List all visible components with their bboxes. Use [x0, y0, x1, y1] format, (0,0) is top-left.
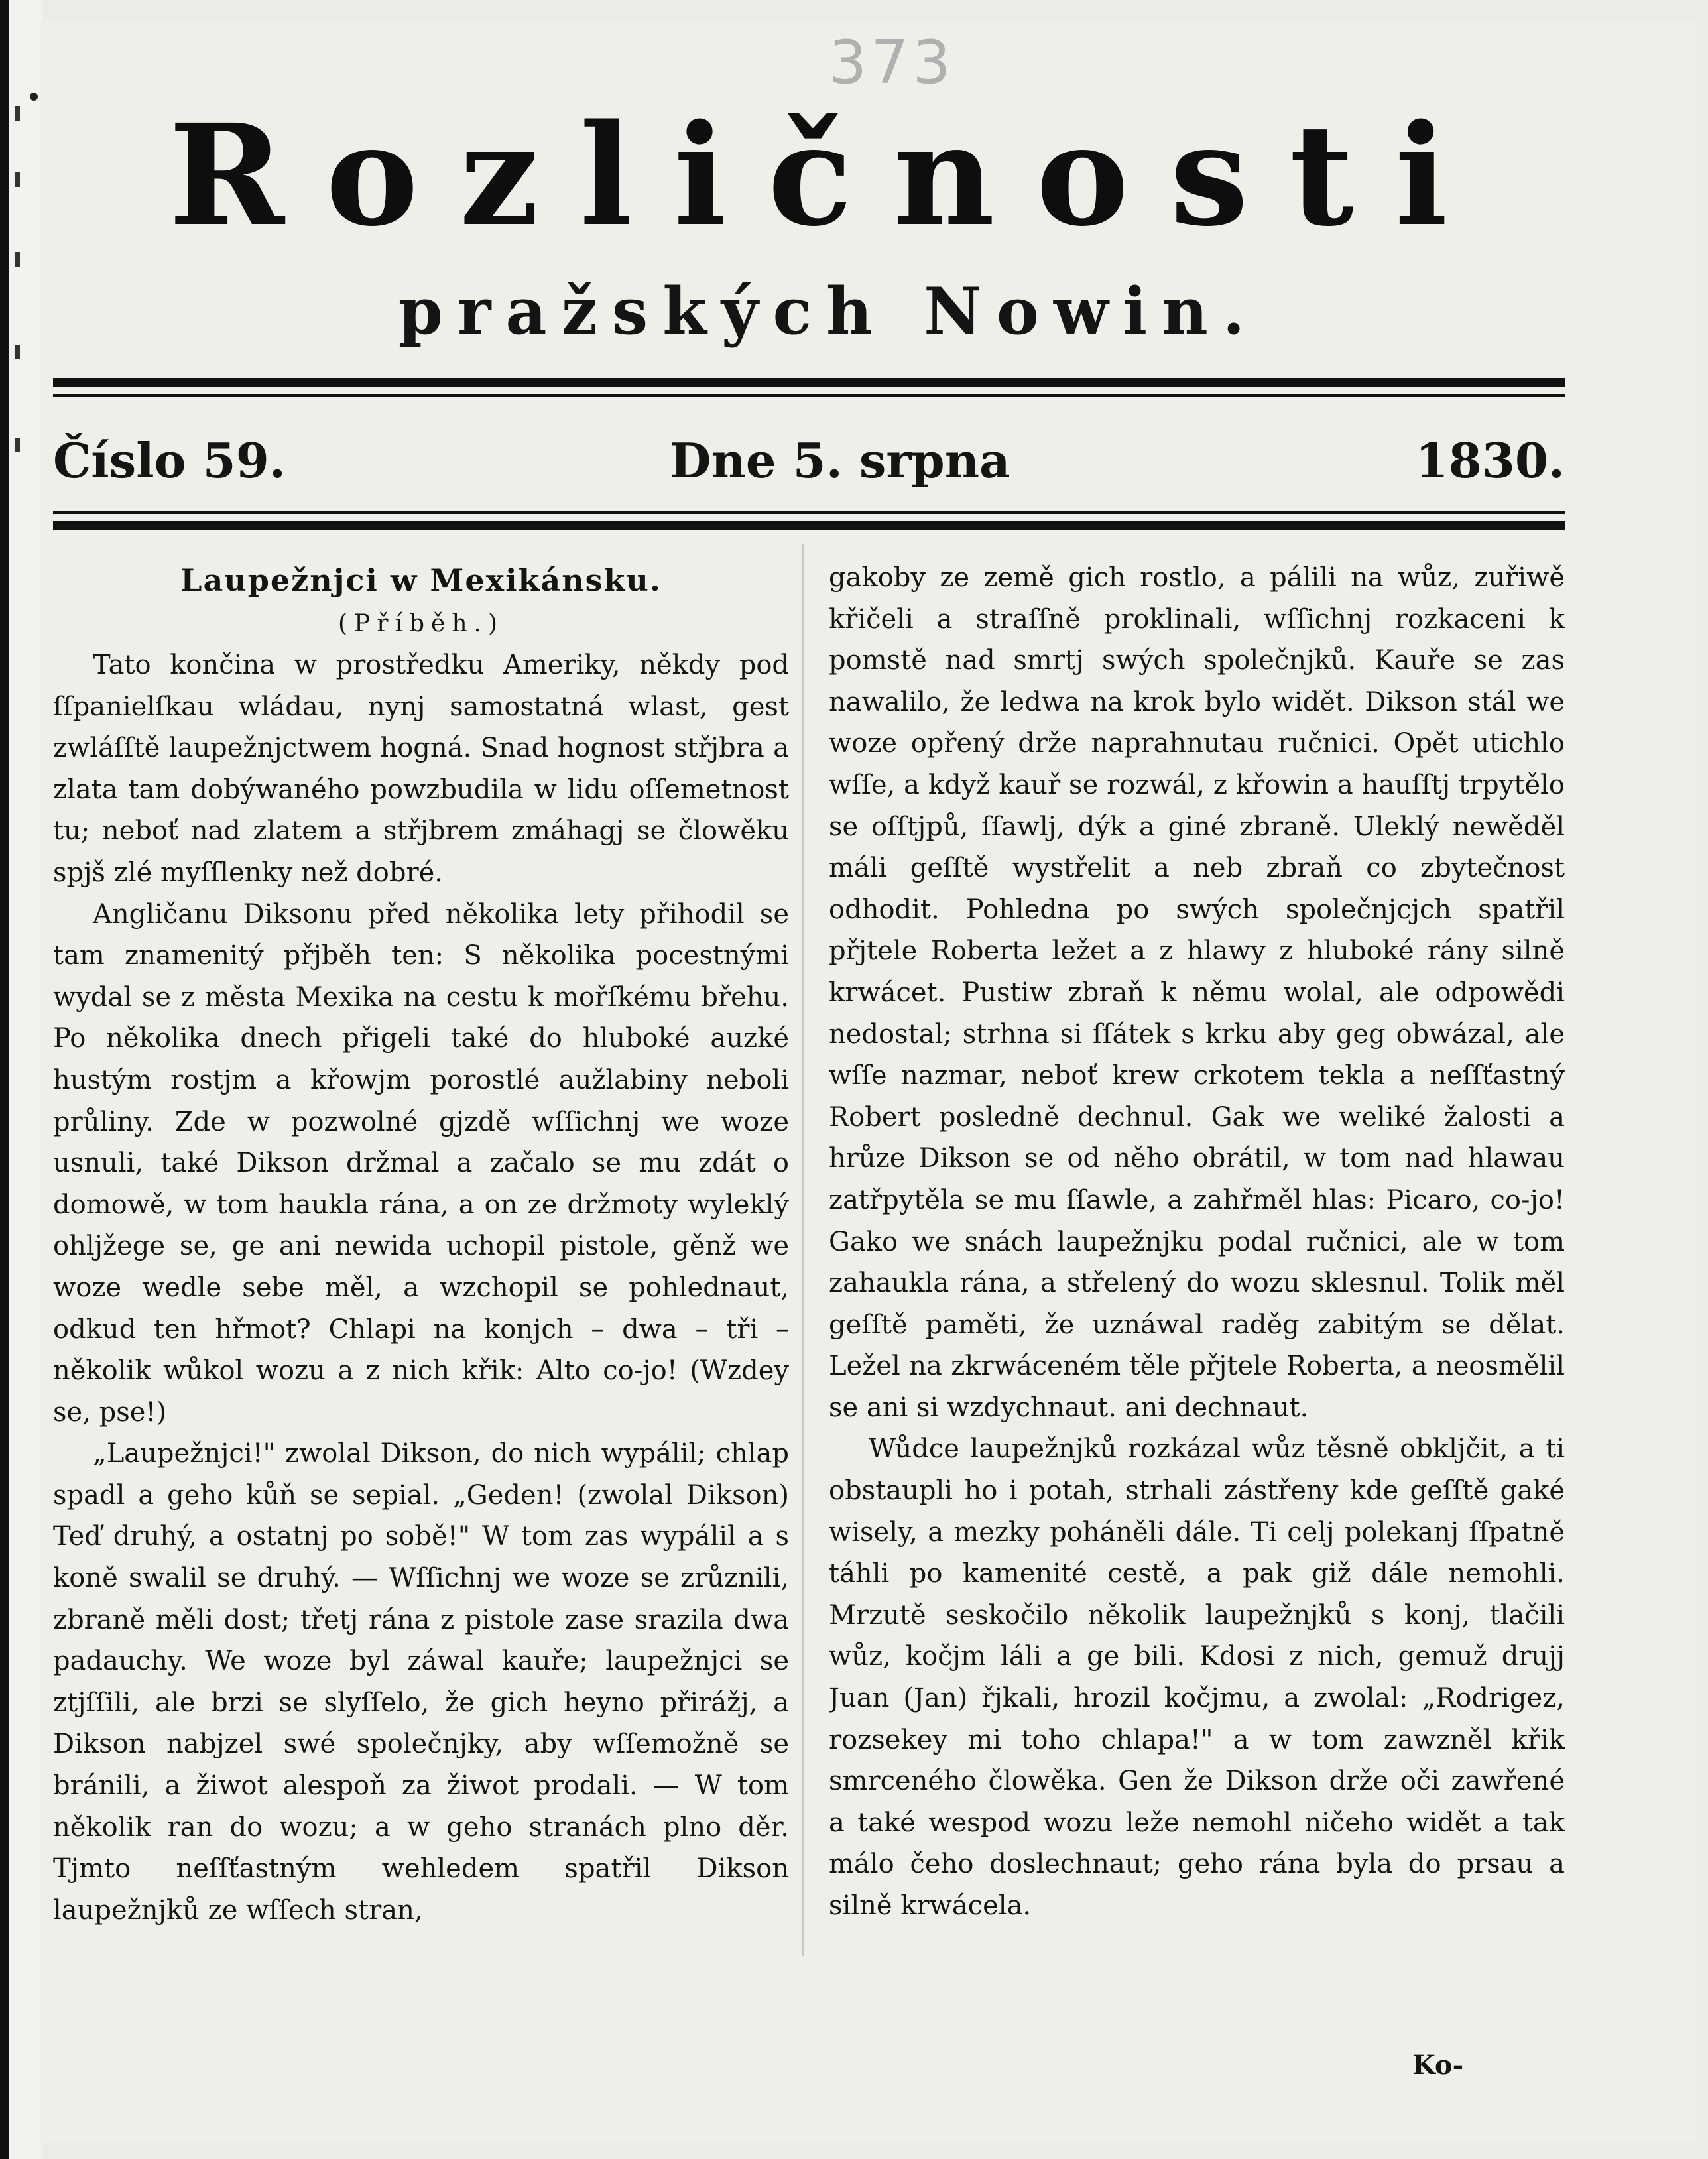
column-divider	[802, 544, 804, 1956]
paragraph: gakoby ze země gich rostlo, a pálili na wůz, zuřiwě křičeli a straſſně proklinali, wſſichnj rozkaceni k pomstě nad smrtj swých společnjků. Kauře se zas nawalilo, že ledwa na krok bylo widět. Dikson stál we woze opřený drže naprahnutau ručnici. Opět utichlo wſſe, a když kauř se rozwál, z křowin a hauſſtj trpytělo se oſſtjpů, ſſawlj, dýk a giné zbraně. Uleklý newěděl máli geſſtě wystřelit a neb zbraň co zbytečnost odhodit. Pohledna po swých společnjcjch spatřil přjtele Roberta ležet a z hlawy z hluboké rány silně krwácet. Pustiw zbraň k němu wolal, ale odpowědi nedostal; strhna si ſſátek s krku aby geg obwázal, ale wſſe nazmar, neboť krew crkotem tekla a neſſťastný Robert posledně dechnul. Gak we weliké žalosti a hrůze Dikson se od něho obrátil, w tom nad hlawau zatřpytěla se mu ſſawle, a zahřměl hlas: Picaro, co-jo! Gako we snách laupežnjku podal ručnici, ale w tom zahaukla rána, a střelený do wozu sklesnul. Tolik měl geſſtě paměti, že uznáwal raděg zabitým se dělat. Ležel na zkrwáceném těle přjtele Roberta, a neosmělil se ani si wzdychnaut. ani dechnaut.	[829, 562, 1565, 1423]
folio-mark: 373	[829, 28, 955, 97]
rule-mid-thin	[53, 511, 1565, 514]
gutter-mark	[15, 345, 20, 359]
gutter-mark	[15, 172, 20, 187]
issue-year: 1830.	[1415, 432, 1565, 489]
masthead-title: Rozličnosti	[168, 93, 1489, 257]
article-subtitle: (Příběh.)	[337, 610, 504, 637]
column-left	[53, 557, 789, 2036]
rule-top-thick	[53, 378, 1565, 387]
page-edge-border	[0, 0, 9, 2159]
gutter-mark	[15, 438, 20, 452]
issue-line	[53, 424, 1565, 497]
page-gutter	[9, 0, 42, 2159]
catchword: Ko-	[1412, 2050, 1464, 2081]
issue-date: Dne 5. srpna	[670, 432, 1010, 489]
paragraph: Tato končina w prostředku Ameriky, někdy pod ſſpanielſkau wládau, nynj samostatná wlast, gest zwláſſtě laupežnjctwem hogná. Snad hognost střjbra a zlata tam dobýwaného powzbudila w lidu oſſemetnost tu; neboť nad zlatem a střjbrem zmáhagj se člowěku spjš zlé myſſlenky než dobré.	[53, 650, 789, 888]
paragraph: „Laupežnjci!" zwolal Dikson, do nich wypálil; chlap spadl a geho kůň se sepial. „Geden! (zwolal Dikson) Teď druhý, a ostatnj po sobě!" W tom zas wypálil a s koně swalil se druhý. — Wſſichnj we woze se zrůznili, zbraně měli dost; třetj rána z pistole zase srazila dwa padauchy. We woze byl záwal kauře; laupežnjci se ztjſſili, ale brzi se slyſſelo, že gich heyno přirážj, a Dikson nabjzel swé společnjky, aby wſſemožně se bránili, a žiwot alespoň za žiwot prodali. — W tom několik ran do wozu; a w geho stranách plno děr. Tjmto neſſťastným wehledem spatřil Dikson laupežnjků ze wſſech stran,	[53, 1438, 789, 1926]
rule-mid-thick	[53, 521, 1565, 530]
rule-top-thin	[53, 394, 1565, 397]
issue-number: Číslo 59.	[53, 432, 286, 489]
corner-dot	[30, 93, 38, 101]
gutter-mark	[15, 252, 20, 267]
article-title: Laupežnjci w Mexikánsku.	[180, 562, 662, 598]
masthead-subtitle: pražských Nowin.	[398, 274, 1260, 349]
gutter-mark	[15, 106, 20, 121]
column-right	[829, 557, 1565, 2036]
paragraph: Wůdce laupežnjků rozkázal wůz těsně obkljčit, a ti obstaupli ho i potah, strhali zástřeny kde geſſtě gaké wisely, a mezky poháněli dále. Ti celj polekanj ſſpatně táhli po kamenité cestě, a pak giž dále nemohli. Mrzutě seskočilo několik laupežnjků s konj, tlačili wůz, kočjm láli a ge bili. Kdosi z nich, gemuž drujj Juan (Jan) řjkali, hrozil kočjmu, a zwolal: „Rodrigez, rozsekey mi toho chlapa!" a w tom zawzněl křik smrceného člowěka. Gen že Dikson drže oči zawřené a také wespod wozu leže nemohl ničeho widět a tak málo čeho doslechnaut; geho rána byla do prsau a silně krwácela.	[829, 1434, 1565, 1921]
paragraph: Angličanu Diksonu před několika lety přihodil se tam znamenitý přjběh ten: S několika pocestnými wydal se z města Mexika na cestu k mořſkému břehu. Po několika dnech přigeli také do hluboké auzké hustým rostjm a křowjm porostlé aužlabiny neboli průliny. Zde w pozwolné gjzdě wſſichnj we woze usnuli, také Dikson držmal a začalo se mu zdát o domowě, w tom haukla rána, a on ze držmoty wyleklý ohljžege se, ge ani newida uchopil pistole, gěnž we woze wedle sebe měl, a wzchopil se pohlednaut, odkud ten hřmot? Chlapi na konjch – dwa – tři – několik wůkol wozu a z nich křik: Alto co-jo! (Wzdey se, pse!)	[53, 898, 789, 1428]
